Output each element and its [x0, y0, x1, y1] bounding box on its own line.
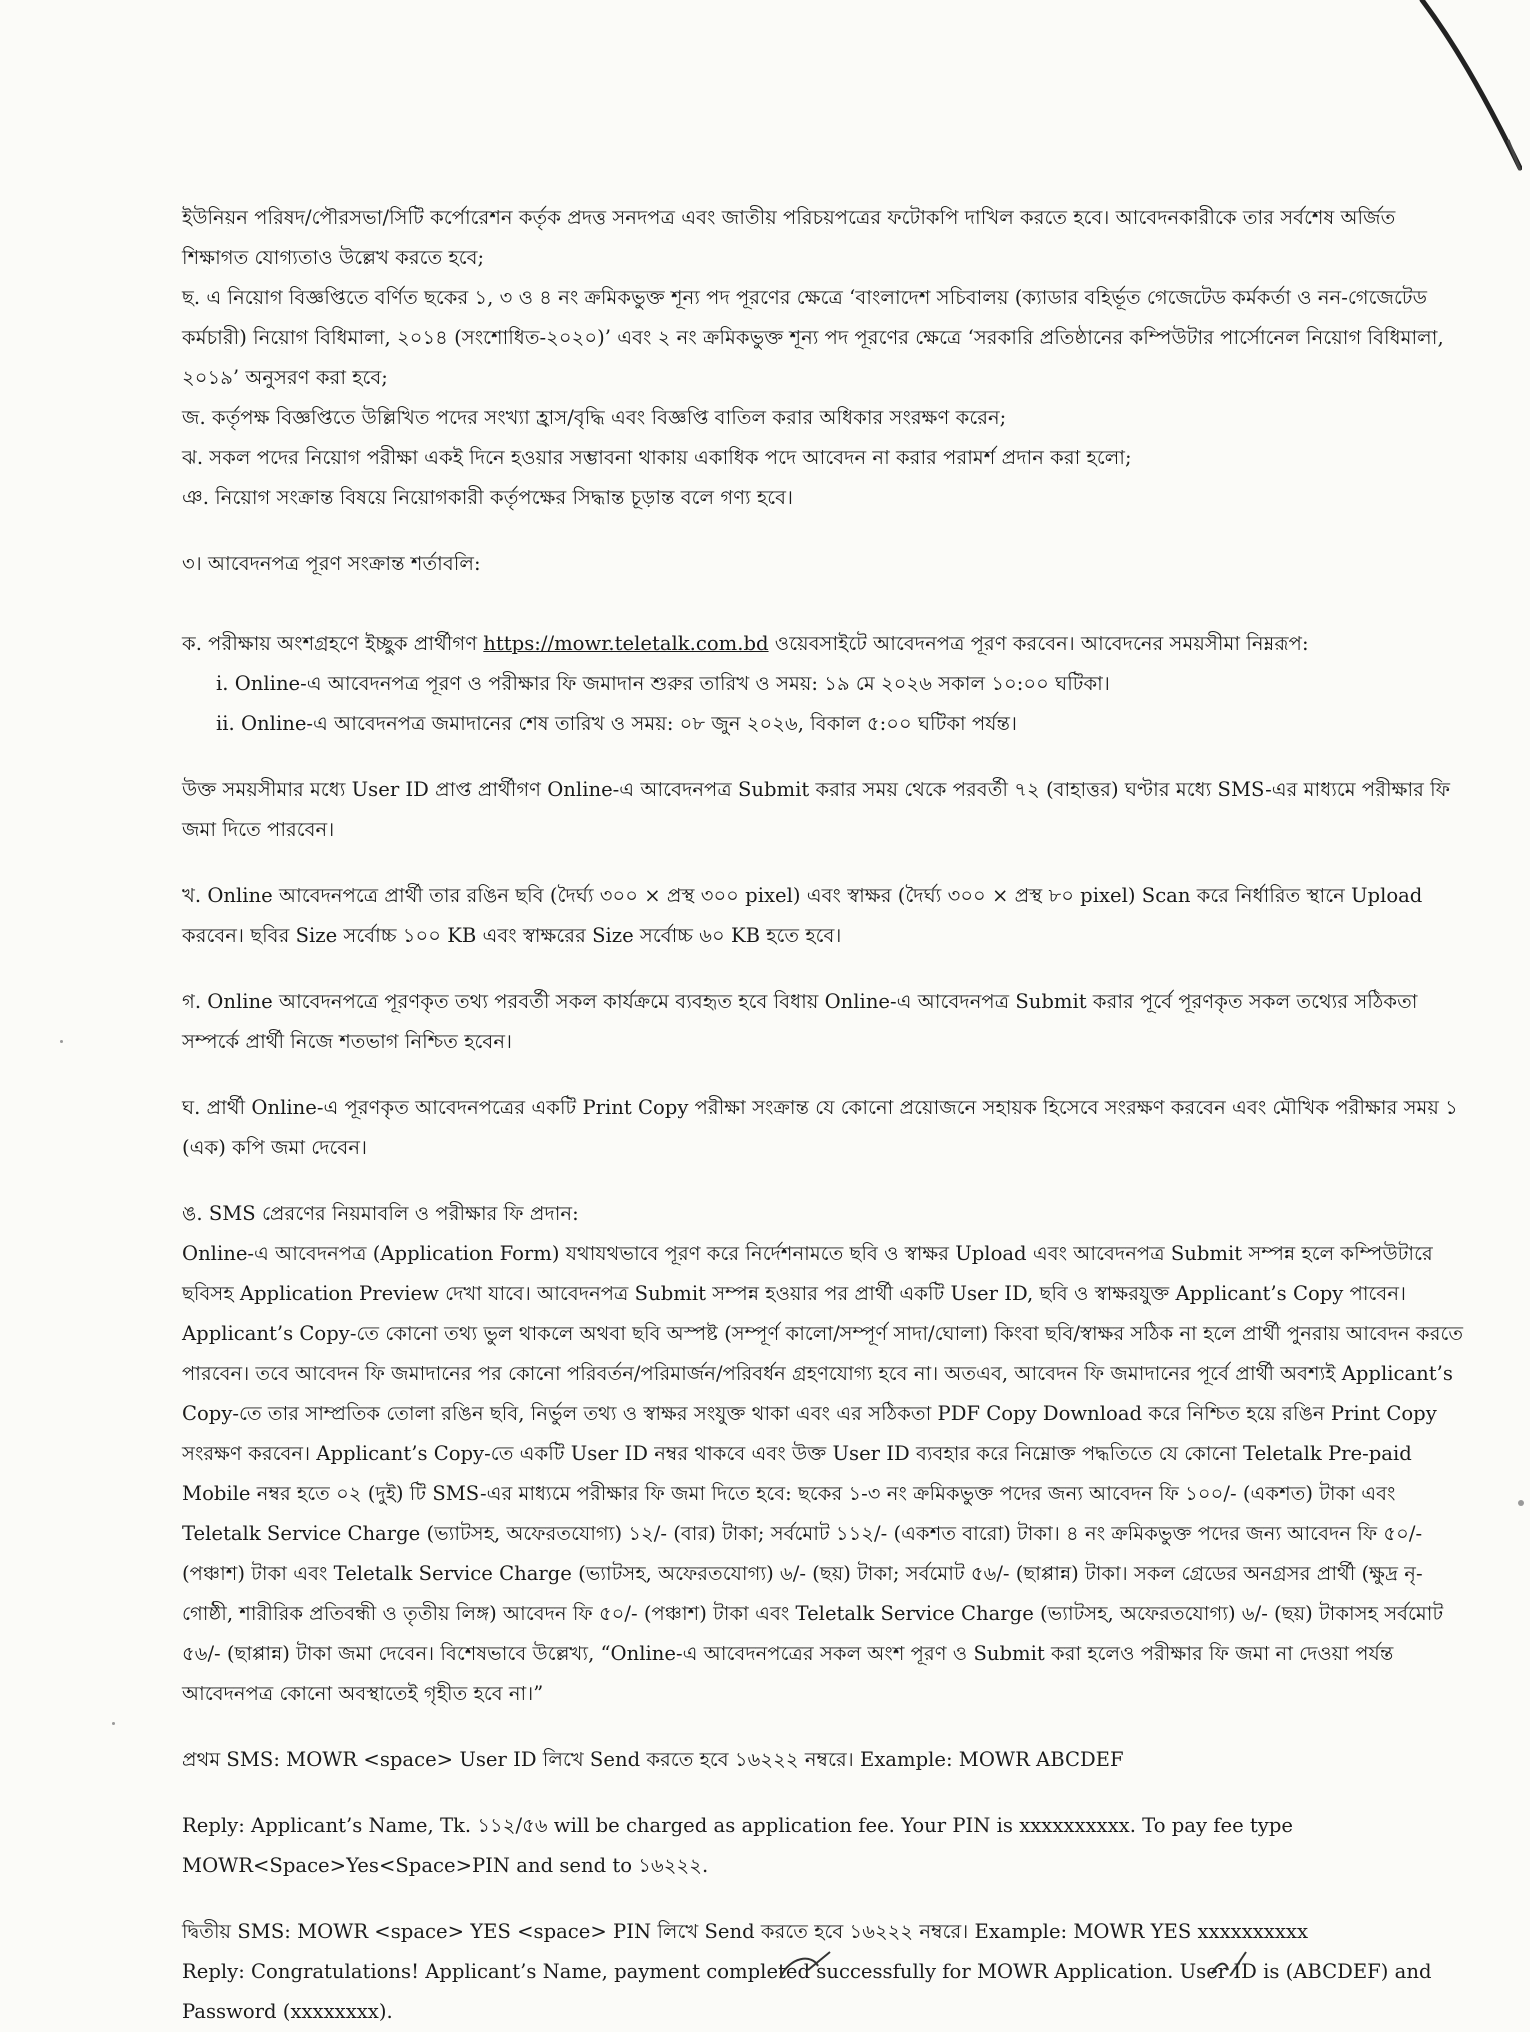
paragraph-certificate-note: ইউনিয়ন পরিষদ/পৌরসভা/সিটি কর্পোরেশন কর্তৃক প্রদত্ত সনদপত্র এবং জাতীয় পরিচয়পত্রের ফটোকপি দাখিল করতে হবে। আবেদনকারীকে তার সর্বশেষ অর্জিত শিক্ষাগত যোগ্যতাও উল্লেখ করতে হবে; [182, 206, 1396, 269]
scan-speck [60, 1040, 63, 1043]
scan-speck [112, 1722, 115, 1725]
second-sms: দ্বিতীয় SMS: MOWR <space> YES <space> PIN লিখে Send করতে হবে ১৬২২২ নম্বরে। Example: MOWR YES xxxxxxxxxx [182, 1920, 1309, 1943]
first-sms: প্রথম SMS: MOWR <space> User ID লিখে Send করতে হবে ১৬২২২ নম্বরে। Example: MOWR ABCDEF [182, 1748, 1124, 1771]
paragraph-jha: ঝ. সকল পদের নিয়োগ পরীক্ষা একই দিনে হওয়ার সম্ভাবনা থাকায় একাধিক পদে আবেদন না করার পরামর্শ প্রদান করা হলো; [182, 446, 1132, 469]
paragraph-ka-intro: ক. পরীক্ষায় অংশগ্রহণে ইচ্ছুক প্রার্থীগণ [182, 632, 484, 655]
paragraph-nya: ঞ. নিয়োগ সংক্রান্ত বিষয়ে নিয়োগকারী কর্তৃপক্ষের সিদ্ধান্ত চূড়ান্ত বলে গণ্য হবে। [182, 486, 794, 509]
second-sms-reply: Reply: Congratulations! Applicant’s Name, payment completed successfully for MOWR Application. User ID is (ABCDEF) and Password (xxxxxxxx). [182, 1960, 1432, 2023]
first-sms-reply: Reply: Applicant’s Name, Tk. ১১২/৫৬ will be charged as application fee. Your PIN is xxxxxxxxxx. To pay fee type MOWR<Space>Yes<Space>PIN and send to ১৬২২২. [182, 1814, 1294, 1877]
paragraph-userid-fee: উক্ত সময়সীমার মধ্যে User ID প্রাপ্ত প্রার্থীগণ Online-এ আবেদনপত্র Submit করার সময় থেকে পরবর্তী ৭২ (বাহাত্তর) ঘণ্টার মধ্যে SMS-এর মাধ্যমে পরীক্ষার ফি জমা দিতে পারবেন। [182, 778, 1451, 841]
paragraph-gha: ঘ. প্রার্থী Online-এ পূরণকৃত আবেদনপত্রের একটি Print Copy পরীক্ষা সংক্রান্ত যে কোনো প্রয়োজনে সহায়ক হিসেবে সংরক্ষণ করবেন এবং মৌখিক পরীক্ষার সময় ১ (এক) কপি জমা দেবেন। [182, 1096, 1458, 1159]
paragraph-ka-rest: ওয়েবসাইটে আবেদনপত্র পূরণ করবেন। আবেদনের সময়সীমা নিম্নরূপ: [768, 632, 1309, 655]
deadline-end: ii. Online-এ আবেদনপত্র জমাদানের শেষ তারিখ ও সময়: ০৮ জুন ২০২৬, বিকাল ৫:০০ ঘটিকা পর্যন্ত। [216, 712, 1018, 735]
deadline-start: i. Online-এ আবেদনপত্র পূরণ ও পরীক্ষার ফি জমাদান শুরুর তারিখ ও সময়: ১৯ মে ২০২৬ সকাল ১০:০০ ঘটিকা। [216, 672, 1110, 695]
scan-corner-mark [1412, 0, 1522, 200]
section-3-heading: ৩। আবেদনপত্র পূরণ সংক্রান্ত শর্তাবলি: [182, 552, 481, 575]
sms-rules-body: Online-এ আবেদনপত্র (Application Form) যথাযথভাবে পূরণ করে নির্দেশনামতে ছবি ও স্বাক্ষর Upload এবং আবেদনপত্র Submit সম্পন্ন হলে কম্পিউটারে ছবিসহ Application Preview দেখা যাবে। আবেদনপত্র Submit সম্পন্ন হওয়ার পর প্রার্থী একটি User ID, ছবি ও স্বাক্ষরযুক্ত Applicant’s Copy পাবেন। Applicant’s Copy-তে কোনো তথ্য ভুল থাকলে অথবা ছবি অস্পষ্ট (সম্পূর্ণ কালো/সম্পূর্ণ সাদা/ঘোলা) কিংবা ছবি/স্বাক্ষর সঠিক না হলে প্রার্থী পুনরায় আবেদন করতে পারবেন। তবে আবেদন ফি জমাদানের পর কোনো পরিবর্তন/পরিমার্জন/পরিবর্ধন গ্রহণযোগ্য হবে না। অতএব, আবেদন ফি জমাদানের পূর্বে প্রার্থী অবশ্যই Applicant’s Copy-তে তার সাম্প্রতিক তোলা রঙিন ছবি, নির্ভুল তথ্য ও স্বাক্ষর সংযুক্ত থাকা এবং এর সঠিকতা PDF Copy Download করে নিশ্চিত হয়ে রঙিন Print Copy সংরক্ষণ করবেন। Applicant’s Copy-তে একটি User ID নম্বর থাকবে এবং উক্ত User ID ব্যবহার করে নিম্নোক্ত পদ্ধতিতে যে কোনো Teletalk Pre-paid Mobile নম্বর হতে ০২ (দুই) টি SMS-এর মাধ্যমে পরীক্ষার ফি জমা দিতে হবে: ছকের ১-৩ নং ক্রমিকভুক্ত পদের জন্য আবেদন ফি ১০০/- (একশত) টাকা এবং Teletalk Service Charge (ভ্যাটসহ, অফেরতযোগ্য) ১২/- (বার) টাকা; সর্বমোট ১১২/- (একশত বারো) টাকা। ৪ নং ক্রমিকভুক্ত পদের জন্য আবেদন ফি ৫০/- (পঞ্চাশ) টাকা এবং Teletalk Service Charge (ভ্যাটসহ, অফেরতযোগ্য) ৬/- (ছয়) টাকা; সর্বমোট ৫৬/- (ছাপ্পান্ন) টাকা। সকল গ্রেডের অনগ্রসর প্রার্থী (ক্ষুদ্র নৃ-গোষ্ঠী, শারীরিক প্রতিবন্ধী ও তৃতীয় লিঙ্গ) আবেদন ফি ৫০/- (পঞ্চাশ) টাকা এবং Teletalk Service Charge (ভ্যাটসহ, অফেরতযোগ্য) ৬/- (ছয়) টাকাসহ সর্বমোট ৫৬/- (ছাপ্পান্ন) টাকা জমা দেবেন। বিশেষভাবে উল্লেখ্য, “Online-এ আবেদনপত্রের সকল অংশ পূরণ ও Submit করা হলেও পরীক্ষার ফি জমা না দেওয়া পর্যন্ত আবেদনপত্র কোনো অবস্থাতেই গৃহীত হবে না।” [182, 1242, 1464, 1705]
paragraph-cha: ছ. এ নিয়োগ বিজ্ঞপ্তিতে বর্ণিত ছকের ১, ৩ ও ৪ নং ক্রমিকভুক্ত শূন্য পদ পূরণের ক্ষেত্রে ‘বাংলাদেশ সচিবালয় (ক্যাডার বহির্ভূত গেজেটেড কর্মকর্তা ও নন-গেজেটেড কর্মচারী) নিয়োগ বিধিমালা, ২০১৪ (সংশোধিত-২০২০)’ এবং ২ নং ক্রমিকভুক্ত শূন্য পদ পূরণের ক্ষেত্রে ‘সরকারি প্রতিষ্ঠানের কম্পিউটার পার্সোনেল নিয়োগ বিধিমালা, ২০১৯’ অনুসরণ করা হবে; [182, 286, 1444, 389]
teletalk-website-link[interactable]: https://mowr.teletalk.com.bd [483, 632, 769, 655]
paragraph-ja: জ. কর্তৃপক্ষ বিজ্ঞপ্তিতে উল্লিখিত পদের সংখ্যা হ্রাস/বৃদ্ধি এবং বিজ্ঞপ্তি বাতিল করার অধিকার সংরক্ষণ করেন; [182, 406, 1007, 429]
initials-marks [760, 1948, 1280, 1980]
paragraph-kha: খ. Online আবেদনপত্রে প্রার্থী তার রঙিন ছবি (দৈর্ঘ্য ৩০০ × প্রস্থ ৩০০ pixel) এবং স্বাক্ষর (দৈর্ঘ্য ৩০০ × প্রস্থ ৮০ pixel) Scan করে নির্ধারিত স্থানে Upload করবেন। ছবির Size সর্বোচ্চ ১০০ KB এবং স্বাক্ষরের Size সর্বোচ্চ ৬০ KB হতে হবে। [182, 884, 1423, 947]
document-body [182, 198, 1464, 2032]
sms-rules-heading: ঙ. SMS প্রেরণের নিয়মাবলি ও পরীক্ষার ফি প্রদান: [182, 1202, 579, 1225]
paragraph-ka [182, 624, 1464, 664]
paragraph-ga: গ. Online আবেদনপত্রে পূরণকৃত তথ্য পরবর্তী সকল কার্যক্রমে ব্যবহৃত হবে বিধায় Online-এ আবেদনপত্র Submit করার পূর্বে পূরণকৃত সকল তথ্যের সঠিকতা সম্পর্কে প্রার্থী নিজে শতভাগ নিশ্চিত হবেন। [182, 990, 1418, 1053]
scan-speck [1518, 1500, 1524, 1506]
